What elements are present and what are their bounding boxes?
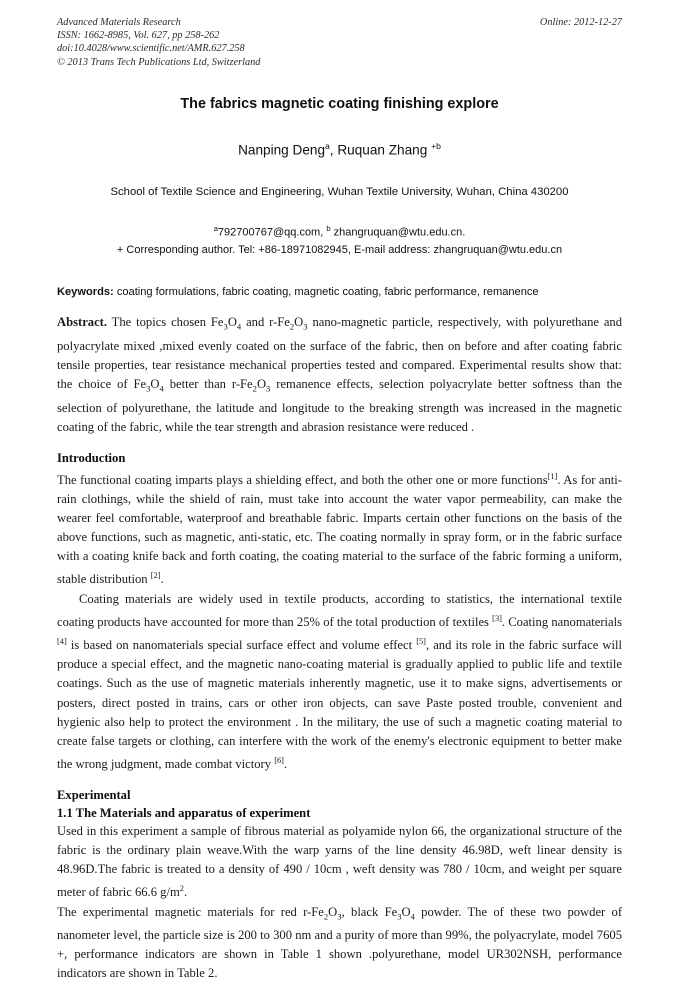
keywords-label: Keywords: <box>57 286 114 299</box>
chemical-formula-fe3o4-2 <box>133 376 164 394</box>
formula-element: Fe <box>133 376 147 391</box>
author-name-1: Nanping Deng <box>238 142 326 158</box>
abstract-text-3: nano-magnetic particle, respectively, with polyurethane and polyacrylate mixed ,mixed evenly coated on the surface of the fabric, then on before and after coating fabric tensile properties, tear resistance mechanical properties tested and compared. Experimental results show that: the choice of <box>57 315 623 391</box>
formula-subscript: 3 <box>397 911 402 922</box>
journal-copyright-line: © 2013 Trans Tech Publications Ltd, Switzerland <box>57 56 261 68</box>
exp-p1-text-b: . <box>183 885 188 900</box>
page-title: The fabrics magnetic coating finishing explore <box>180 96 499 112</box>
formula-element: Fe <box>210 315 224 330</box>
formula-element: Fe <box>240 376 253 391</box>
citation-marker-5: [5] <box>416 637 426 647</box>
formula-element: O <box>150 376 160 391</box>
intro-p1-text-c: . <box>160 572 164 587</box>
formula-element: O <box>227 315 237 330</box>
subsection-heading-materials: 1.1 The Materials and apparatus of experiment <box>57 806 311 821</box>
intro-p2-text-e: . <box>283 757 288 772</box>
formula-subscript: 2 <box>289 321 295 332</box>
journal-header <box>57 16 622 72</box>
abstract-text-5: remanence effects, selection polyacrylate better softness than the selection of polyurethane, the latitude and longitude to the breaking strength was increased in the magnetic coating of the fabric, while the tear strength and abrasion resistance were reduced . <box>57 376 623 434</box>
formula-element: O <box>294 315 304 330</box>
email-address-a: 792700767@qq.com, <box>217 226 324 239</box>
abstract-text-2: and r- <box>241 315 278 330</box>
journal-header-left <box>57 16 457 69</box>
exp-p2-text-b: , black <box>341 904 385 919</box>
intro-p2-text-c: is based on nanomaterials special surface effect and volume effect <box>66 638 417 653</box>
online-date: Online: 2012-12-27 <box>539 17 622 28</box>
abstract-text-4: better than r- <box>163 376 241 391</box>
experimental-paragraph-1 <box>57 822 622 903</box>
journal-name: Advanced Materials Research <box>57 17 181 28</box>
journal-issn-line: ISSN: 1662-8985, Vol. 627, pp 258-262 <box>57 30 220 42</box>
intro-p2-text-b: . Coating nanomaterials <box>501 615 622 629</box>
introduction-paragraph-2 <box>57 590 622 774</box>
formula-subscript: 4 <box>410 911 415 922</box>
intro-p2-text-d: , and its role in the fabric surface will produce a special effect, and the magnetic nano-coating material is gradually applied to public life and textile coatings. Such as the use of magnetic materials inherently magnetic, use it to make signs, advertisements or posters, direct posted in trains, cars or other iron objects, can save Paste posted trouble, convenient and hygienic also help to protect the environment . In the military, the use of such a magnetic coating material to create false targets or clothing, can interfere with the work of the enemy's electronic equipment to better make the wrong judgment, made combat victory <box>57 638 622 772</box>
citation-marker-1: [1] <box>547 471 558 481</box>
formula-subscript: 2 <box>323 911 329 922</box>
author-name-2: Ruquan Zhang <box>337 142 428 158</box>
affiliation-line: School of Textile Science and Engineering, Wuhan Textile University, Wuhan, China 430200 <box>110 185 569 198</box>
formula-element: O <box>401 904 411 919</box>
section-heading-introduction: Introduction <box>57 450 126 465</box>
keywords-line <box>57 285 622 300</box>
exp-p2-text-c: powder. The of these two powder of nanometer level, the particle size is 200 to 300 nm and a purity of more than 99%, the polyacrylate, model 7605 +, performance indicators are shown in Table 1 shown .polyurethane, model UR302NSH, performance indicators are shown in Table 2. <box>57 904 623 981</box>
formula-subscript: 3 <box>223 321 228 332</box>
formula-subscript: 4 <box>236 321 242 332</box>
author-list <box>57 138 622 159</box>
email-address-b: zhangruquan@wtu.edu.cn. <box>333 226 466 239</box>
author-separator: , <box>329 142 338 158</box>
formula-element: O <box>328 904 338 919</box>
author-affiliation-marker-1: a <box>325 141 330 151</box>
citation-marker-2: [2] <box>150 571 161 581</box>
email-marker-a: a <box>213 223 218 233</box>
formula-element: Fe <box>311 904 324 919</box>
chemical-formula-fe3o4-3 <box>384 904 415 922</box>
formula-element: Fe <box>384 904 398 919</box>
formula-element: O <box>256 376 267 391</box>
exp-p2-text-a: The experimental magnetic materials for red r- <box>57 904 312 919</box>
corresponding-author-line: + Corresponding author. Tel: +86-18971082945, E-mail address: zhangruquan@wtu.edu.cn <box>116 243 563 256</box>
abstract-label: Abstract. <box>57 315 108 330</box>
formula-subscript: 3 <box>266 383 271 394</box>
abstract-text-1: The topics chosen <box>111 315 211 330</box>
chemical-formula-fe2o3-2 <box>240 376 271 394</box>
citation-marker-3: [3] <box>492 613 502 623</box>
section-heading-experimental: Experimental <box>57 788 131 803</box>
author-emails <box>57 221 622 241</box>
formula-element: Fe <box>277 315 290 330</box>
exp-p1-text-a: Used in this experiment a sample of fibrous material as polyamide nylon 66, the organizational structure of the fabric is the ordinary plain weave.With the warp yarns of the line density 46.98D, weft linear density is 48.96D.The fabric is treated to a density of 490 / 10cm , weft density was 780 / 10cm, and weight per square meter of fabric 66.6 g/m <box>57 824 622 900</box>
keywords-value: coating formulations, fabric coating, magnetic coating, fabric performance, remanence <box>116 286 539 299</box>
author-affiliation-marker-2: +b <box>431 141 441 151</box>
citation-marker-4: [4] <box>57 637 67 647</box>
citation-marker-6: [6] <box>274 755 284 765</box>
journal-doi-line: doi:10.4028/www.scientific.net/AMR.627.258 <box>57 43 245 55</box>
intro-p1-text-a: The functional coating imparts plays a shielding effect, and both the other one or more functions <box>57 472 548 487</box>
intro-p2-text-a: Coating materials are widely used in textile products, according to statistics, the international textile coating products have accounted for more than 25% of the total production of textiles <box>57 591 622 629</box>
formula-subscript: 3 <box>337 911 342 922</box>
experimental-paragraph-2 <box>57 903 622 984</box>
chemical-formula-fe2o3-1 <box>277 315 308 332</box>
introduction-paragraph-1 <box>57 467 622 590</box>
formula-subscript: 3 <box>146 383 151 394</box>
chemical-formula-fe2o3-3 <box>311 904 342 922</box>
intro-p1-text-b: . As for anti-rain clothings, while the shield of rain, must take into account the water vapor permeability, can make the wearer feel comfortable, waterproof and breathable fabric. Imparts certain other functions on the basis of the above functions, such as magnetic, anti-static, etc. The coating normally in spray form, or in the fabric surface with a coating knife back and forth coating, the coating material to the surface of the fabric forming a uniform, stable distribution <box>57 472 622 587</box>
formula-subscript: 2 <box>252 383 257 394</box>
unit-superscript-square: 2 <box>179 884 184 894</box>
abstract-paragraph <box>57 313 622 437</box>
formula-subscript: 4 <box>159 383 164 394</box>
email-marker-b: b <box>326 223 331 233</box>
formula-subscript: 3 <box>303 321 308 332</box>
chemical-formula-fe3o4-1 <box>210 315 242 332</box>
